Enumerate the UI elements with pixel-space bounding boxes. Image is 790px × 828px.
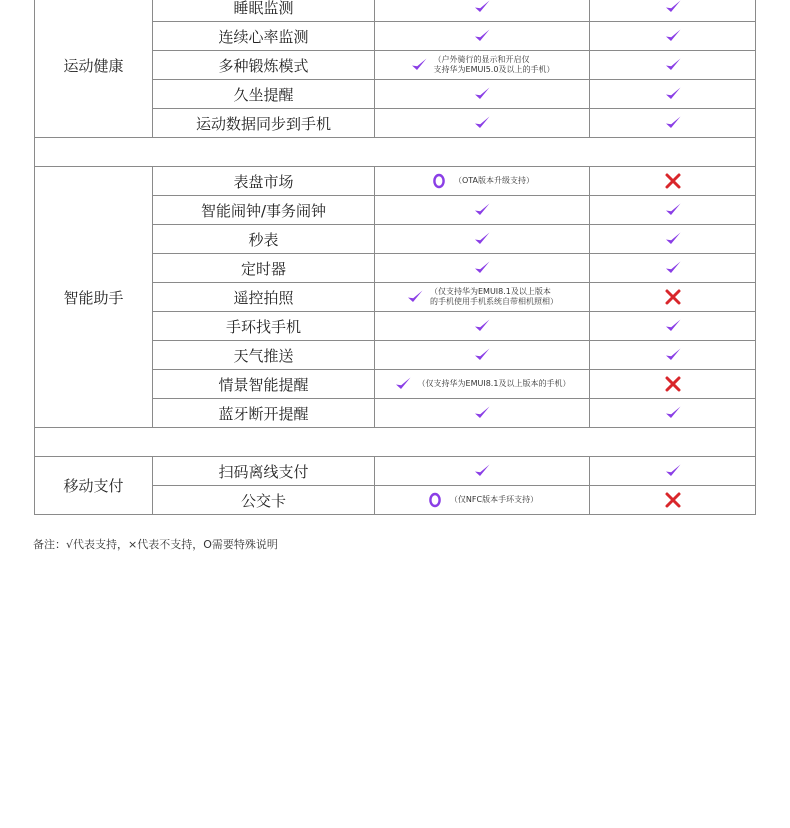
- support-note: [430, 287, 558, 307]
- check-mark-icon: [473, 317, 491, 335]
- cross-mark-icon: [664, 288, 682, 306]
- support-cell-model-b: [590, 196, 756, 225]
- feature-name-cell: 久坐提醒: [153, 80, 375, 109]
- support-cell-model-a: [375, 109, 590, 138]
- category-cell: 移动支付: [35, 457, 153, 515]
- feature-name-cell: 连续心率监测: [153, 22, 375, 51]
- support-note-line: （户外骑行的显示和开启仅: [433, 55, 530, 64]
- check-mark-icon: [664, 0, 682, 16]
- feature-name-cell: 蓝牙断开提醒: [153, 399, 375, 428]
- check-mark-icon: [664, 114, 682, 132]
- support-cell-model-b: [590, 283, 756, 312]
- check-mark-icon: [664, 346, 682, 364]
- feature-name-cell: 天气推送: [153, 341, 375, 370]
- check-mark-icon: [406, 288, 424, 306]
- category-cell: 智能助手: [35, 167, 153, 428]
- support-cell-model-a: [375, 283, 590, 312]
- support-cell-model-b: [590, 225, 756, 254]
- support-cell-model-a: [375, 486, 590, 515]
- support-cell-model-a: [375, 196, 590, 225]
- support-cell-model-a: [375, 370, 590, 399]
- check-mark-icon: [473, 404, 491, 422]
- feature-name-cell: 遥控拍照: [153, 283, 375, 312]
- check-mark-icon: [473, 114, 491, 132]
- support-note-line: （仅支持华为EMUI8.1及以上版本的手机）: [417, 379, 571, 388]
- support-note: [450, 495, 538, 505]
- check-mark-icon: [664, 404, 682, 422]
- table-row: [35, 167, 756, 196]
- support-cell-model-a: [375, 341, 590, 370]
- support-cell-model-a: [375, 167, 590, 196]
- check-mark-icon: [473, 462, 491, 480]
- support-cell-model-b: [590, 457, 756, 486]
- check-mark-icon: [473, 0, 491, 16]
- support-note: [418, 379, 571, 389]
- check-mark-icon: [664, 27, 682, 45]
- circle-o-icon: [426, 491, 444, 509]
- support-cell-model-b: [590, 370, 756, 399]
- feature-name-cell: 扫码离线支付: [153, 457, 375, 486]
- legend-footnote: 备注：√代表支持，×代表不支持，O需要特殊说明: [33, 538, 278, 551]
- support-note: [434, 55, 555, 75]
- support-note-line: 支持华为EMUI5.0及以上的手机）: [433, 65, 555, 74]
- check-mark-icon: [664, 462, 682, 480]
- check-mark-icon: [473, 259, 491, 277]
- check-mark-icon: [664, 201, 682, 219]
- category-cell: 运动健康: [35, 0, 153, 138]
- check-mark-icon: [664, 85, 682, 103]
- support-note-line: （OTA版本升级支持）: [453, 176, 535, 185]
- check-mark-icon: [394, 375, 412, 393]
- table-row: [35, 457, 756, 486]
- check-mark-icon: [473, 201, 491, 219]
- check-mark-icon: [664, 56, 682, 74]
- support-cell-model-b: [590, 341, 756, 370]
- support-note-line: （仅NFC版本手环支持）: [449, 495, 539, 504]
- group-separator-row: [35, 428, 756, 457]
- support-cell-model-b: [590, 486, 756, 515]
- feature-comparison-table: [34, 0, 756, 515]
- support-cell-model-b: [590, 312, 756, 341]
- check-mark-icon: [473, 230, 491, 248]
- support-cell-model-b: [590, 399, 756, 428]
- support-cell-model-b: [590, 22, 756, 51]
- feature-name-cell: 定时器: [153, 254, 375, 283]
- feature-name-cell: 秒表: [153, 225, 375, 254]
- feature-name-cell: 运动数据同步到手机: [153, 109, 375, 138]
- feature-name-cell: 智能闹钟/事务闹钟: [153, 196, 375, 225]
- support-cell-model-a: [375, 51, 590, 80]
- separator-cell: [35, 428, 756, 457]
- check-mark-icon: [664, 259, 682, 277]
- check-mark-icon: [410, 56, 428, 74]
- check-mark-icon: [473, 346, 491, 364]
- support-cell-model-b: [590, 0, 756, 22]
- support-cell-model-b: [590, 167, 756, 196]
- table-row: [35, 0, 756, 22]
- check-mark-icon: [664, 317, 682, 335]
- circle-o-icon: [430, 172, 448, 190]
- feature-name-cell: 情景智能提醒: [153, 370, 375, 399]
- support-note: [454, 176, 534, 186]
- support-cell-model-a: [375, 399, 590, 428]
- cross-mark-icon: [664, 172, 682, 190]
- check-mark-icon: [664, 230, 682, 248]
- support-cell-model-a: [375, 457, 590, 486]
- cross-mark-icon: [664, 491, 682, 509]
- support-cell-model-a: [375, 312, 590, 341]
- feature-name-cell: 公交卡: [153, 486, 375, 515]
- support-cell-model-a: [375, 22, 590, 51]
- support-cell-model-a: [375, 0, 590, 22]
- check-mark-icon: [473, 27, 491, 45]
- support-cell-model-b: [590, 80, 756, 109]
- cross-mark-icon: [664, 375, 682, 393]
- support-cell-model-b: [590, 51, 756, 80]
- feature-name-cell: 多种锻炼模式: [153, 51, 375, 80]
- feature-name-cell: 手环找手机: [153, 312, 375, 341]
- group-separator-row: [35, 138, 756, 167]
- check-mark-icon: [473, 85, 491, 103]
- support-cell-model-b: [590, 254, 756, 283]
- support-cell-model-a: [375, 80, 590, 109]
- support-cell-model-a: [375, 254, 590, 283]
- support-note-line: （仅支持华为EMUI8.1及以上版本: [430, 287, 551, 296]
- feature-name-cell: 表盘市场: [153, 167, 375, 196]
- separator-cell: [35, 138, 756, 167]
- support-note-line: 的手机使用手机系统自带相机照相）: [430, 297, 558, 306]
- support-cell-model-b: [590, 109, 756, 138]
- support-cell-model-a: [375, 225, 590, 254]
- feature-name-cell: 睡眠监测: [153, 0, 375, 22]
